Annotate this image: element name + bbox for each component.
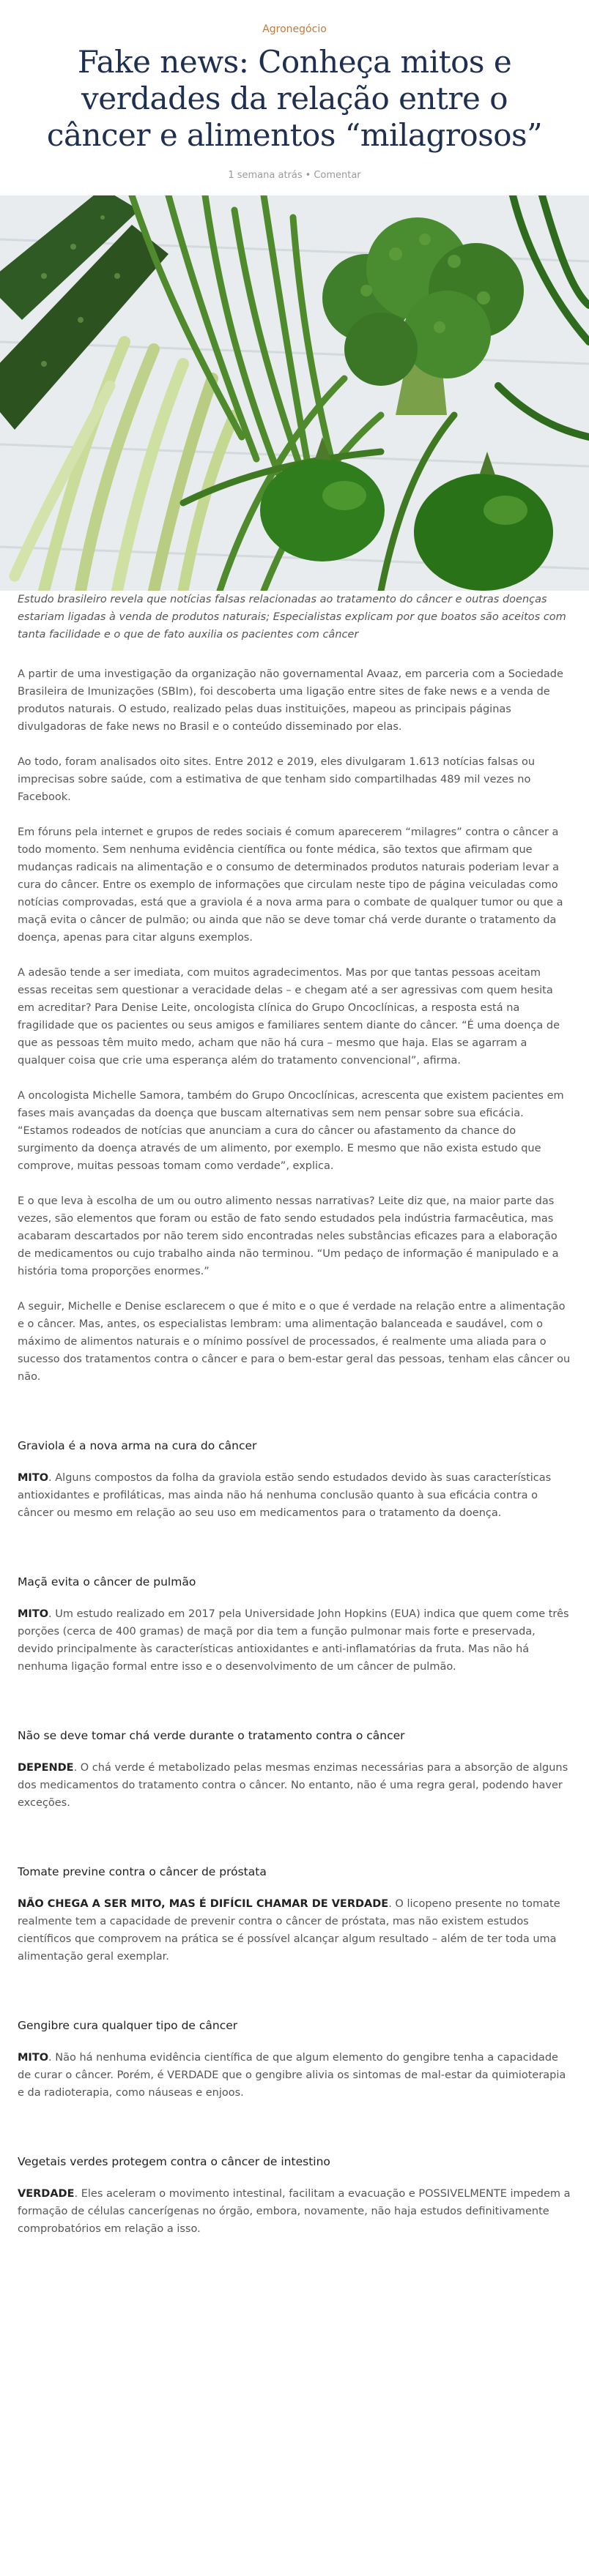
verdict-label: MITO	[18, 2052, 49, 2064]
verdict-label: DEPENDE	[18, 1762, 74, 1774]
paragraph: Ao todo, foram analisados oito sites. Entre 2012 e 2019, eles divulgaram 1.613 notícias falsas ou imprecisas sobre saúde, com a estimativa de que tenham sido compartilhadas 489 mil vezes no Facebook.	[18, 756, 536, 803]
section-heading: Tomate previne contra o câncer de próstata	[18, 1865, 267, 1878]
comment-link[interactable]: Comentar	[314, 170, 361, 181]
section-text	[18, 1895, 571, 1965]
paragraph: A partir de uma investigação da organização não governamental Avaaz, em parceria com a Sociedade Brasileira de Imunizações (SBIm), foi descoberta uma ligação entre sites de fake news e a venda de produtos naturais. O estudo, realizado pelas duas instituições, mapeou as principais páginas divulgadoras de fake news no Brasil e o conteúdo disseminado por elas.	[18, 668, 563, 733]
section-maca	[18, 1573, 571, 1676]
section-text	[18, 1469, 571, 1522]
section-explanation: . Um estudo realizado em 2017 pela Universidade John Hopkins (EUA) indica que quem come três porções (cerca de 400 gramas) de maçã por dia tem a função pulmonar mais forte e preservada, devido principalmente às características antioxidantes e anti-inflamatórias da fruta. Mas não há nenhuma ligação formal entre isso e o desenvolvimento de um câncer de pulmão.	[18, 1608, 569, 1673]
section-heading: Vegetais verdes protegem contra o câncer de intestino	[18, 2155, 330, 2168]
article-title: Fake news: Conheça mitos e verdades da relação entre o câncer e alimentos “milagrosos”	[46, 44, 543, 153]
section-heading: Graviola é a nova arma na cura do câncer	[18, 1439, 257, 1452]
section-heading: Gengibre cura qualquer tipo de câncer	[18, 2019, 238, 2032]
section-explanation: . Eles aceleram o movimento intestinal, facilitam a evacuação e POSSIVELMENTE impedem a formação de células cancerígenas no órgão, embora, novamente, não haja estudos definitivamente comprobatórios em relação a isso.	[18, 2188, 571, 2235]
section-text	[18, 1759, 571, 1812]
section-explanation: . O licopeno presente no tomate realmente tem a capacidade de prevenir contra o câncer de próstata, mas não existem estudos científicos que comprovem na prática se é possível alcançar algum resultado – além de ter toda uma alimentação geral exemplar.	[18, 1898, 560, 1963]
section-explanation: . Não há nenhuma evidência científica de que algum elemento do gengibre tenha a capacidade de curar o câncer. Porém, é VERDADE que o gengibre alivia os sintomas de mal-estar da quimioterapia e da radioterapia, como náuseas e enjoos.	[18, 2052, 566, 2099]
category-link[interactable]: Agronegócio	[262, 23, 327, 35]
time-ago: 1 semana atrás	[228, 170, 303, 181]
section-explanation: . Alguns compostos da folha da graviola estão sendo estudados devido às suas características antioxidantes e profiláticas, mas ainda não há nenhuma conclusão quanto à sua eficácia contra o câncer ou mesmo em relação ao seu uso em medicamentos para o tratamento da doença.	[18, 1472, 552, 1519]
section-heading: Maçã evita o câncer de pulmão	[18, 1575, 196, 1588]
paragraph: Em fóruns pela internet e grupos de redes sociais é comum aparecerem “milagres” contra o câncer a todo momento. Sem nenhuma evidência científica ou fonte médica, são textos que afirmam que mudanças radicais na alimentação e o consumo de determinados produtos naturais poderiam levar a cura do câncer. Entre os exemplo de informações que circulam neste tipo de página veiculadas como notícias comprovadas, está que a graviola é a nova arma para o combate de qualquer tumor ou que a maçã evita o câncer de pulmão; ou ainda que não se deve tomar chá verde durante o tratamento da doença, apenas para citar alguns exemplos.	[18, 826, 563, 944]
section-tomate	[18, 1863, 571, 1965]
section-graviola	[18, 1437, 571, 1522]
section-text	[18, 2049, 571, 2102]
section-explanation: . O chá verde é metabolizado pelas mesmas enzimas necessárias para a absorção de alguns dos medicamentos do tratamento contra o câncer. No entanto, não é uma regra geral, podendo haver exceções.	[18, 1762, 568, 1809]
section-heading: Não se deve tomar chá verde durante o tratamento contra o câncer	[18, 1729, 405, 1742]
verdict-label: MITO	[18, 1608, 49, 1620]
section-text	[18, 1605, 571, 1676]
section-gengibre	[18, 2017, 571, 2102]
paragraph: A oncologista Michelle Samora, também do Grupo Oncoclínicas, acrescenta que existem pacientes em fases mais avançadas da doença que buscam alternativas sem nem pensar sobre sua eficácia. “Estamos rodeados de notícias que anunciam a cura do câncer ou afastamento da chance do surgimento da doença através de um alimento, por exemplo. E mesmo que não exista estudo que comprove, muitas pessoas tomam como verdade”, explica.	[18, 1090, 564, 1172]
article-lead: Estudo brasileiro revela que notícias falsas relacionadas ao tratamento do câncer e outras doenças estariam ligadas à venda de produtos naturais; Especialistas explicam por que boatos são aceitos com tanta facilidade e o que de fato auxilia os pacientes com câncer	[18, 594, 566, 641]
paragraph: E o que leva à escolha de um ou outro alimento nessas narrativas? Leite diz que, na maior parte das vezes, são elementos que foram ou estão de fato sendo estudados pela indústria farmacêutica, mas acabaram descartados por não terem sido encontradas neles substâncias eficazes para a elaboração de medicamentos ou cujo trabalho ainda não terminou. “Um pedaço de informação é manipulado e a história toma proporções enormes.”	[18, 1195, 559, 1277]
meta-separator: •	[305, 170, 311, 181]
section-cha-verde	[18, 1727, 571, 1812]
paragraph: A seguir, Michelle e Denise esclarecem o que é mito e o que é verdade na relação entre a alimentação e o câncer. Mas, antes, os especialistas lembram: uma alimentação balanceada e saudável, com o máximo de alimentos naturais e o mínimo possível de processados, é realmente uma aliada para o sucesso dos tratamentos contra o câncer e para o bem-estar geral das pessoas, tenham elas câncer ou não.	[18, 1301, 571, 1383]
article-body	[0, 591, 589, 2238]
article-header	[0, 23, 589, 181]
verdict-label: VERDADE	[18, 2188, 75, 2200]
verdict-label: NÃO CHEGA A SER MITO, MAS É DIFÍCIL CHAMAR DE VERDADE	[18, 1898, 389, 1910]
hero-image	[0, 195, 589, 591]
article-meta	[0, 170, 589, 181]
paragraph: A adesão tende a ser imediata, com muitos agradecimentos. Mas por que tantas pessoas aceitam essas receitas sem questionar a veracidade delas – e chegam até a ser agressivas com quem hesita em acreditar? Para Denise Leite, oncologista clínica do Grupo Oncoclínicas, a resposta está na fragilidade que os pacientes ou seus amigos e familiares sentem diante do câncer. “É uma doença de que as pessoas têm muito medo, acham que não há cura – mesmo que haja. Elas se agarram a qualquer coisa que crie uma esperança além do tratamento convencional”, afirma.	[18, 967, 560, 1067]
section-vegetais-verdes	[18, 2153, 571, 2238]
section-text	[18, 2185, 571, 2238]
verdict-label: MITO	[18, 1472, 49, 1484]
